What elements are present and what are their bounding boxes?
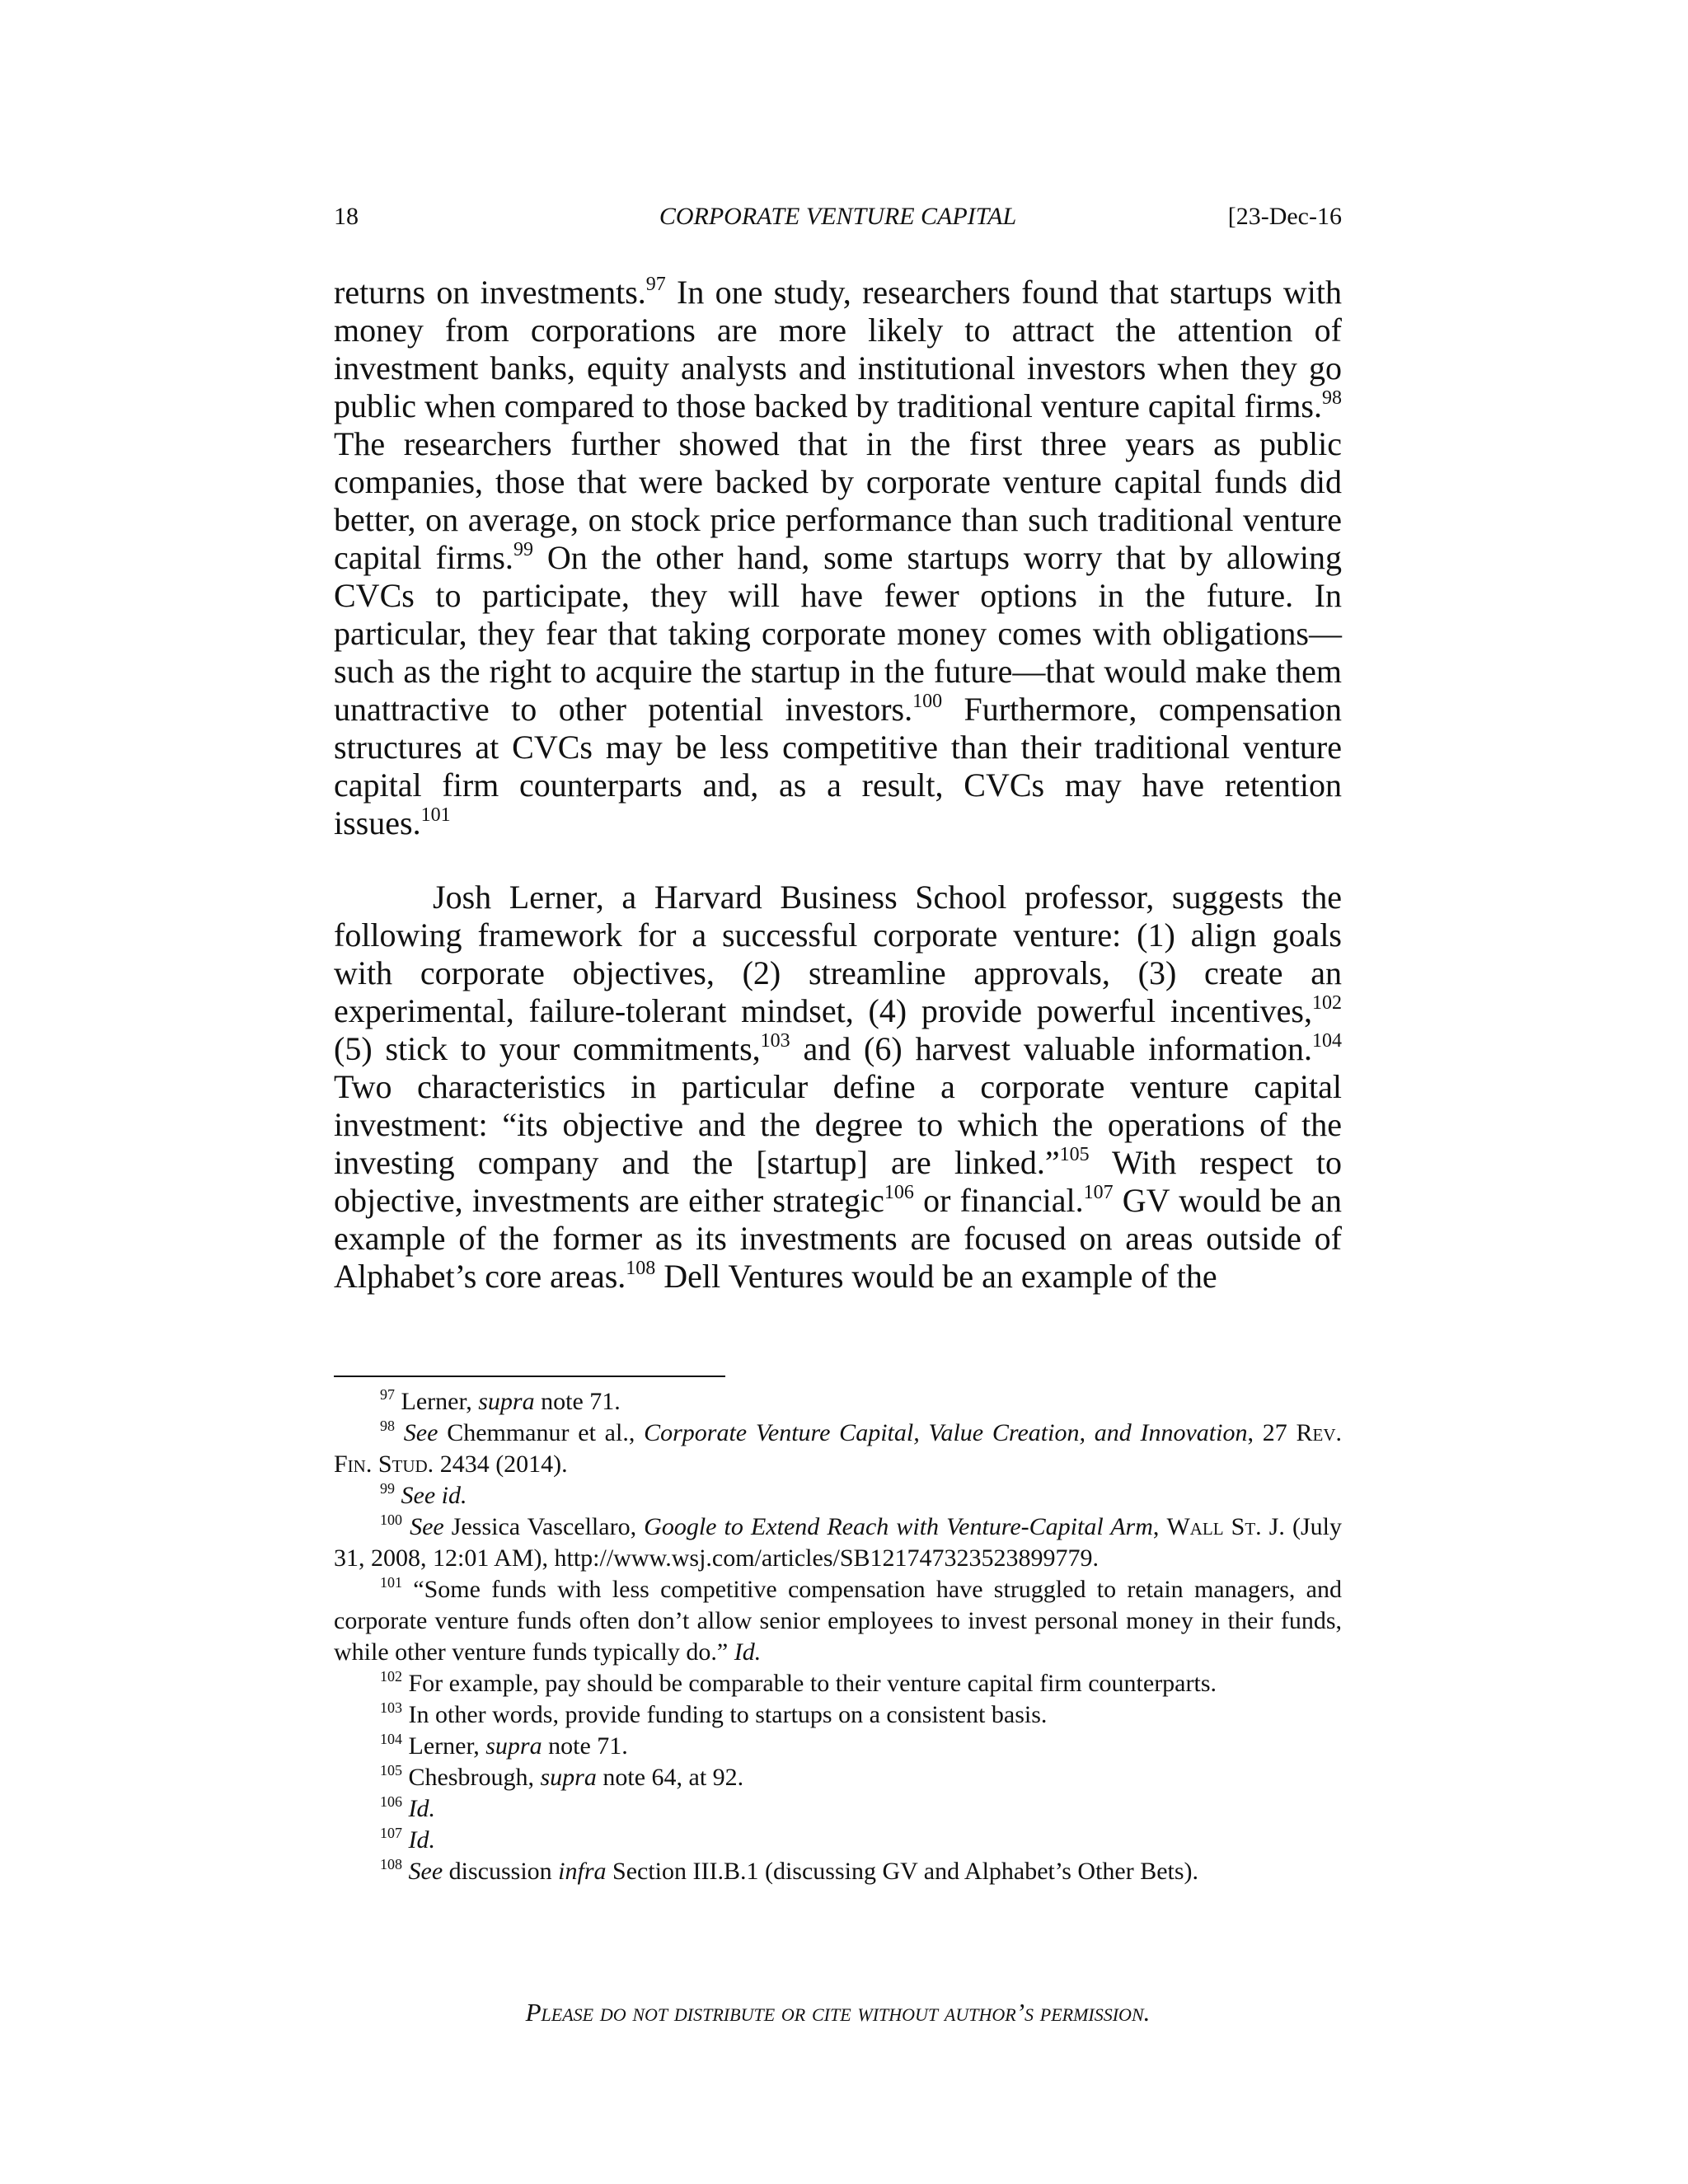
footnote-text: Lerner, [395,1388,479,1415]
para2-text-3: and (6) harvest valuable information. [790,1030,1312,1067]
body-paragraph-2 [334,879,1342,1296]
footnote-98 [334,1418,1342,1480]
journal-name: Rev. Fin. Stud. [334,1419,1343,1478]
footnote-number: 99 [380,1480,395,1497]
page-number: 18 [334,203,359,230]
para1-text-4: On the other hand, some startups worry that by allowing CVCs to participate, they will have fewer options in the future. In particular, they fear that taking corporate money comes with obligations—such as the right to acquire the startup in the future—that would make them unattractive to other potential investors. [334,539,1342,728]
para2-text-6: or financial. [913,1182,1084,1219]
footnote-ref-104[interactable]: 104 [1312,1030,1342,1052]
footnote-104 [334,1731,1342,1762]
footnote-ref-105[interactable]: 105 [1059,1144,1090,1165]
footnote-text: Lerner, [402,1732,486,1760]
footnote-99 [334,1480,1342,1511]
footnote-108 [334,1856,1342,1887]
footnote-100 [334,1511,1342,1574]
footnote-text: Chemmanur et al., [438,1419,645,1446]
footnote-105 [334,1762,1342,1793]
footnote-97 [334,1386,1342,1418]
para2-text-7: GV would be an example of the former as its investments are focused on areas outside of Alphabet’s core areas. [334,1182,1342,1295]
footnote-number: 107 [380,1825,402,1841]
para2-text-4: Two characteristics in particular define a corporate venture capital investment: “its objective and the degree to which the operations of the investing company and the [startup] are linked.” [334,1068,1342,1181]
footnote-text: note 64, at 92. [596,1764,744,1791]
footnote-text: For example, pay should be comparable to their venture capital firm counterparts. [402,1670,1217,1697]
footnote-number: 102 [380,1668,402,1685]
footnote-text: Jessica Vascellaro, [443,1513,645,1540]
footnote-103 [334,1699,1342,1731]
para2-text-2: (5) stick to your commitments, [334,1030,761,1067]
footnote-number: 100 [380,1511,402,1528]
footnote-ref-103[interactable]: 103 [760,1030,790,1052]
para1-text-5: Furthermore, compensation structures at CVCs may be less competitive than their traditional venture capital firm counterparts and, as a result, CVCs may have retention issues. [334,691,1343,841]
body-paragraph-1 [334,274,1342,842]
footnote-107 [334,1825,1342,1856]
footnote-url-text[interactable]: (July 31, 2008, 12:01 AM), http://www.wsj.com/articles/SB121747323523899779. [334,1513,1342,1572]
footnote-ref-100[interactable]: 100 [912,691,943,712]
footnote-number: 108 [380,1856,402,1872]
footnotes [334,1386,1342,1887]
footnote-text: note 71. [542,1732,628,1760]
footnote-text: discussion [443,1858,559,1885]
footnote-italic: See [403,1419,438,1446]
footnote-italic: infra [558,1858,607,1885]
footnote-ref-97[interactable]: 97 [645,274,666,295]
para1-text-1: returns on investments. [334,274,646,311]
footnote-102 [334,1668,1342,1699]
footnote-separator [334,1376,725,1377]
footnote-number: 97 [380,1386,395,1403]
para2-text-1: Josh Lerner, a Harvard Business School professor, suggests the following framework for a successful corporate venture: (1) align goals with corporate objectives, (2) streamline approvals, (3) create an experimental, failure-tolerant mindset, (4) provide powerful incentives, [334,879,1342,1029]
footnote-number: 101 [380,1574,402,1591]
running-header [334,203,1342,239]
footnote-italic: Id. [408,1826,435,1854]
footnote-italic: Corporate Venture Capital, Value Creation, and Innovation [644,1419,1248,1446]
footnote-italic: supra [485,1732,542,1760]
footnote-ref-108[interactable]: 108 [626,1258,656,1279]
footnote-ref-106[interactable]: 106 [884,1182,914,1203]
footnote-101 [334,1574,1342,1668]
footnote-ref-99[interactable]: 99 [513,539,533,560]
para2-text-5: With respect to objective, investments are either strategic [334,1144,1342,1219]
footnote-number: 106 [380,1793,402,1810]
footnote-ref-102[interactable]: 102 [1312,992,1342,1014]
para2-text-8: Dell Ventures would be an example of the [655,1258,1217,1295]
footnote-italic: See [408,1858,443,1885]
footnote-italic: Id. [408,1795,435,1822]
footnote-italic: supra [478,1388,535,1415]
footnote-ref-98[interactable]: 98 [1322,387,1342,409]
footnote-ref-107[interactable]: 107 [1083,1182,1114,1203]
footnote-ref-101[interactable]: 101 [420,804,451,826]
footnote-text: “Some funds with less competitive compensation have struggled to retain managers, and corporate venture funds often don’t allow senior employees to invest personal money in their funds, while other venture funds typically do.” [334,1576,1342,1666]
footnote-text: 2434 (2014). [434,1451,568,1478]
footnote-text: In other words, provide funding to startups on a consistent basis. [402,1701,1048,1728]
footnote-italic: Id. [734,1638,762,1666]
footnote-number: 103 [380,1699,402,1716]
footnote-italic: See [410,1513,444,1540]
footnote-text: Chesbrough, [402,1764,541,1791]
distribution-notice: Please do not distribute or cite without author’s permission. [525,1998,1151,2027]
footnote-number: 98 [380,1418,395,1434]
footnote-italic: supra [540,1764,597,1791]
journal-name: Wall St. J. [1166,1513,1285,1540]
footnote-italic: Google to Extend Reach with Venture-Capital Arm [644,1513,1153,1540]
para1-text-2: In one study, researchers found that startups with money from corporations are more likely to attract the attention of investment banks, equity analysts and institutional investors when they go public when compared to those backed by traditional venture capital firms. [334,274,1342,424]
footnote-text: Section III.B.1 (discussing GV and Alphabet’s Other Bets). [606,1858,1199,1885]
footnote-text: , [1152,1513,1167,1540]
para1-text-3: The researchers further showed that in the first three years as public companies, those that were backed by corporate venture capital funds did better, on average, on stock price performance than such traditional venture capital firms. [334,425,1342,576]
footnote-number: 105 [380,1762,402,1779]
header-date: [23-Dec-16 [1227,203,1342,230]
footnote-text: , 27 [1247,1419,1296,1446]
running-title: CORPORATE VENTURE CAPITAL [659,203,1017,230]
footnote-106 [334,1793,1342,1825]
footnote-number: 104 [380,1731,402,1747]
footnote-text: note 71. [534,1388,621,1415]
footnote-italic: See id. [401,1482,467,1509]
